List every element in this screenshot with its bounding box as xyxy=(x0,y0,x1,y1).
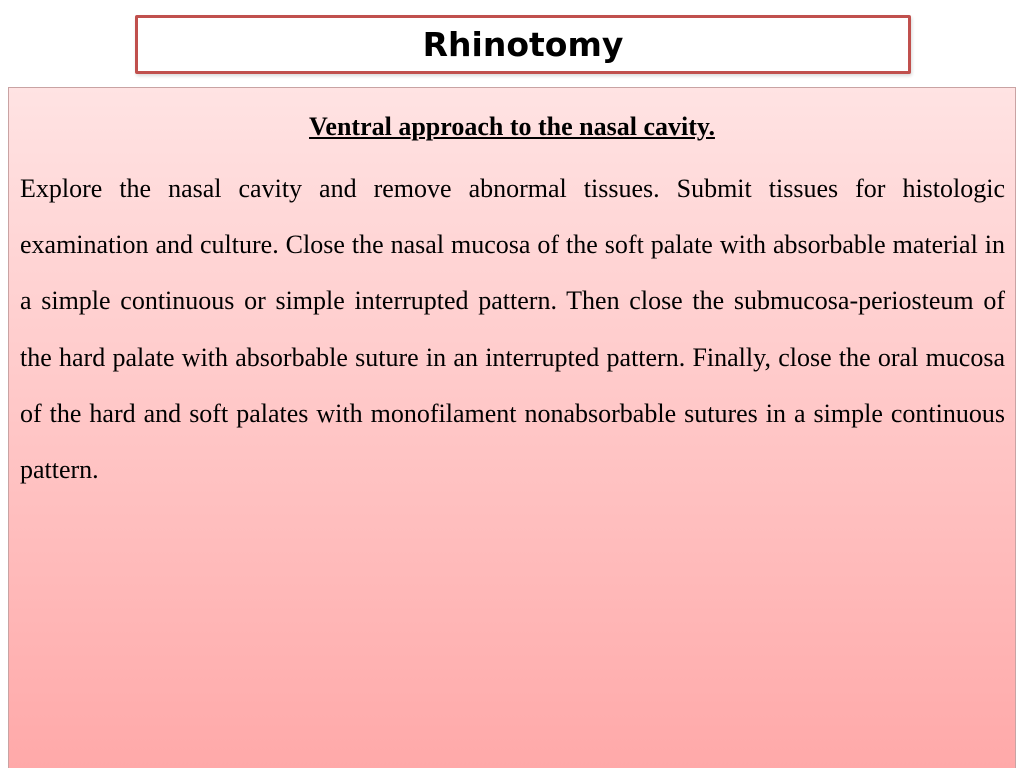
title-box xyxy=(135,15,911,74)
body-paragraph: Explore the nasal cavity and remove abnormal tissues. Submit tissues for histologic examination and culture. Close the nasal mucosa of the soft palate with absorbable material in a simple continuous or simple interrupted pattern. Then close the submucosa-periosteum of the hard palate with absorbable suture in an interrupted pattern. Finally, close the oral mucosa of the hard and soft palates with monofilament nonabsorbable sutures in a simple continuous pattern. xyxy=(20,174,1005,485)
content-box xyxy=(8,87,1016,768)
section-subtitle: Ventral approach to the nasal cavity. xyxy=(309,112,715,141)
slide-title: Rhinotomy xyxy=(422,25,624,64)
